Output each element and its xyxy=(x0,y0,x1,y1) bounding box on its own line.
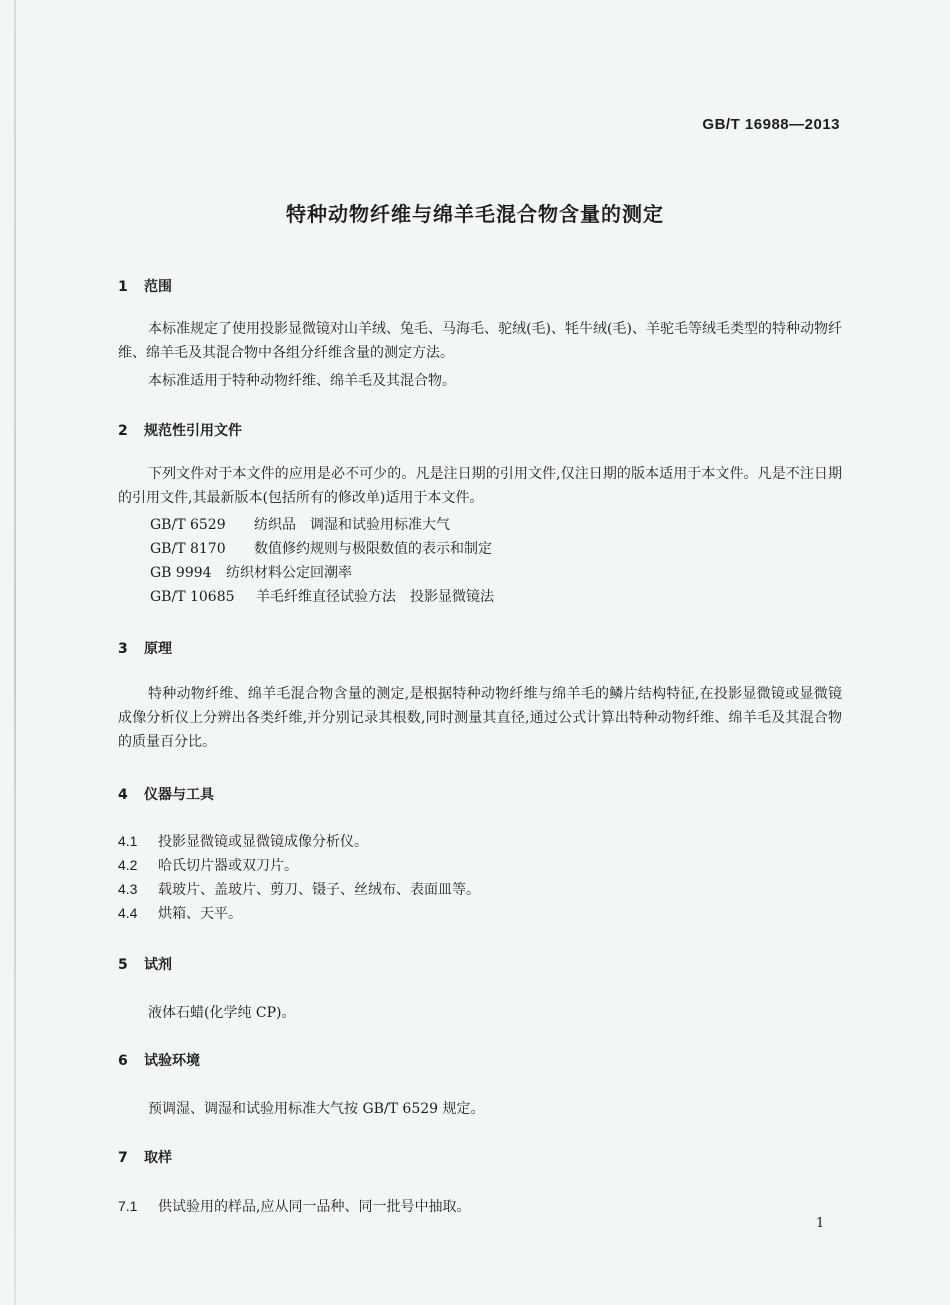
item-text: 哈氏切片器或双刀片。 xyxy=(158,858,298,874)
item-number: 4.4 xyxy=(118,905,138,921)
item-text: 烘箱、天平。 xyxy=(158,906,242,922)
section-number: 5 xyxy=(118,957,128,973)
section-title: 试验环境 xyxy=(144,1053,200,1069)
item-number: 7.1 xyxy=(118,1198,138,1214)
reagent-text: 液体石蜡(化学纯 CP)。 xyxy=(148,1005,296,1021)
section-heading-6 xyxy=(118,1050,200,1070)
section-title: 试剂 xyxy=(144,957,172,973)
sampling-item xyxy=(118,1196,470,1216)
item-number: 4.1 xyxy=(118,833,138,849)
section-number: 2 xyxy=(118,423,128,439)
environment-text: 预调湿、调湿和试验用标准大气按 GB/T 6529 规定。 xyxy=(148,1101,485,1117)
apparatus-item xyxy=(118,879,480,899)
reference-code: GB/T 10685 xyxy=(150,589,235,605)
reference-code: GB 9994 xyxy=(150,565,212,581)
section-heading-3 xyxy=(118,638,172,658)
references-intro-paragraph: 下列文件对于本文件的应用是必不可少的。凡是注日期的引用文件,仅注日期的版本适用于本文件。凡是不注日期的引用文件,其最新版本(包括所有的修改单)适用于本文件。 xyxy=(118,466,842,506)
section-heading-7 xyxy=(118,1147,172,1167)
item-text: 投影显微镜或显微镜成像分析仪。 xyxy=(158,834,368,850)
item-text: 载玻片、盖玻片、剪刀、镊子、丝绒布、表面皿等。 xyxy=(158,882,480,898)
principle-paragraph: 特种动物纤维、绵羊毛混合物含量的测定,是根据特种动物纤维与绵羊毛的鳞片结构特征,在投影显微镜或显微镜成像分析仪上分辨出各类纤维,并分别记录其根数,同时测量其直径,通过公式计算出特种动物纤维、绵羊毛及其混合物的质量百分比。 xyxy=(118,686,842,750)
reference-code: GB/T 6529 xyxy=(150,517,226,533)
reference-item xyxy=(150,562,352,582)
section-heading-5 xyxy=(118,954,172,974)
apparatus-item xyxy=(118,903,242,923)
section-number: 4 xyxy=(118,787,128,803)
reference-title: 羊毛纤维直径试验方法 投影显微镜法 xyxy=(256,589,494,605)
section-title: 仪器与工具 xyxy=(144,787,214,803)
section-heading-4 xyxy=(118,784,214,804)
apparatus-item xyxy=(118,831,368,851)
section-title: 范围 xyxy=(144,279,172,295)
document-title: 特种动物纤维与绵羊毛混合物含量的测定 xyxy=(286,202,664,226)
reference-item xyxy=(150,586,494,606)
reference-title: 纺织品 调湿和试验用标准大气 xyxy=(254,517,450,533)
section-title: 规范性引用文件 xyxy=(144,423,242,439)
reference-code: GB/T 8170 xyxy=(150,541,226,557)
section-title: 原理 xyxy=(144,641,172,657)
reference-title: 数值修约规则与极限数值的表示和制定 xyxy=(254,541,492,557)
item-number: 4.3 xyxy=(118,881,138,897)
standard-code: GB/T 16988—2013 xyxy=(702,116,840,133)
page-binding-edge xyxy=(14,0,16,1305)
section-number: 1 xyxy=(118,279,128,295)
reference-item xyxy=(150,514,450,534)
reference-title: 纺织材料公定回潮率 xyxy=(226,565,352,581)
apparatus-item xyxy=(118,855,298,875)
page-number: 1 xyxy=(816,1216,825,1231)
section-number: 7 xyxy=(118,1150,128,1166)
item-number: 4.2 xyxy=(118,857,138,873)
section-heading-2 xyxy=(118,420,242,440)
section-number: 6 xyxy=(118,1053,128,1069)
section-title: 取样 xyxy=(144,1150,172,1166)
scope-applicability-paragraph: 本标准适用于特种动物纤维、绵羊毛及其混合物。 xyxy=(148,373,456,389)
item-text: 供试验用的样品,应从同一品种、同一批号中抽取。 xyxy=(158,1199,471,1215)
section-number: 3 xyxy=(118,641,128,657)
reference-item xyxy=(150,538,492,558)
scope-paragraph: 本标准规定了使用投影显微镜对山羊绒、兔毛、马海毛、驼绒(毛)、牦牛绒(毛)、羊驼毛等绒毛类型的特种动物纤维、绵羊毛及其混合物中各组分纤维含量的测定方法。 xyxy=(118,321,842,361)
section-heading-1 xyxy=(118,276,172,296)
